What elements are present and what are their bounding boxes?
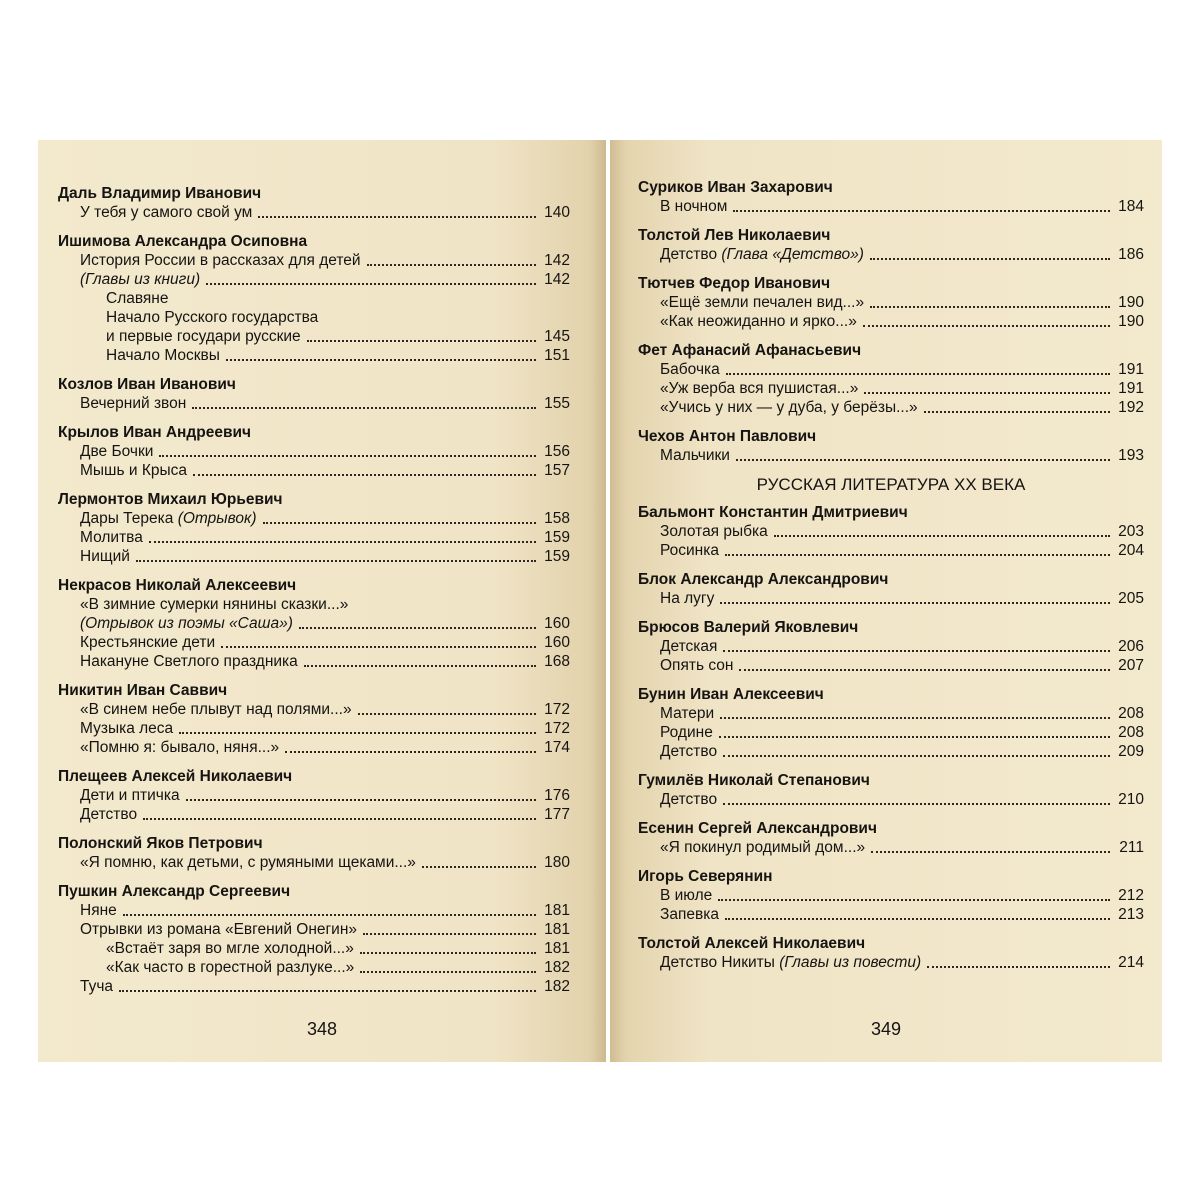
toc-author-block <box>638 503 1144 560</box>
entry-title: «В зимние сумерки нянины сказки...» <box>80 596 349 613</box>
dot-leader <box>723 803 1110 805</box>
dot-leader <box>285 751 536 753</box>
toc-author-block <box>58 184 570 222</box>
toc-entry <box>58 853 570 872</box>
dot-leader <box>193 474 536 476</box>
page-ref: 184 <box>1118 198 1144 215</box>
dot-leader <box>360 952 536 954</box>
dot-leader <box>718 899 1110 901</box>
entry-title: Детство <box>660 791 718 808</box>
author-name: Никитин Иван Саввич <box>58 682 228 699</box>
entry-title: «Уж верба вся пушистая...» <box>660 380 859 397</box>
toc-entry <box>638 838 1144 857</box>
dot-leader <box>149 541 536 543</box>
toc-author-block <box>58 576 570 671</box>
dot-leader <box>870 258 1110 260</box>
toc-author-block <box>638 341 1144 417</box>
toc-entry <box>638 379 1144 398</box>
page-ref: 210 <box>1118 791 1144 808</box>
entry-title: (Главы из книги) <box>80 271 201 288</box>
toc-author-block <box>638 178 1144 216</box>
page-ref: 160 <box>544 634 570 651</box>
author-name: Суриков Иван Захарович <box>638 179 833 196</box>
toc-entry <box>638 360 1144 379</box>
toc-author-block <box>58 834 570 872</box>
author-name: Крылов Иван Андреевич <box>58 424 252 441</box>
page-ref: 151 <box>544 347 570 364</box>
toc-entry <box>638 398 1144 417</box>
entry-title: Росинка <box>660 542 719 559</box>
entry-title: На лугу <box>660 590 715 607</box>
author-name: Некрасов Николай Алексеевич <box>58 577 297 594</box>
toc-entry <box>638 790 1144 809</box>
toc-entry <box>58 509 570 528</box>
page-ref: 142 <box>544 252 570 269</box>
page-ref: 211 <box>1119 839 1144 856</box>
toc-author-block <box>638 274 1144 331</box>
entry-title: «Встаёт заря во мгле холодной...» <box>106 940 354 957</box>
toc-entry <box>638 312 1144 331</box>
toc-entry <box>58 394 570 413</box>
dot-leader <box>725 918 1110 920</box>
dot-leader <box>863 325 1110 327</box>
toc-entry <box>58 528 570 547</box>
page-ref: 177 <box>544 806 570 823</box>
entry-title: Молитва <box>80 529 143 546</box>
entry-title: (Отрывок из поэмы «Саша») <box>80 615 293 632</box>
entry-title: В июле <box>660 887 713 904</box>
page-ref: 192 <box>1118 399 1144 416</box>
entry-title-main: Дары Терека <box>80 510 178 527</box>
toc-author-block <box>638 226 1144 264</box>
entry-title: Крестьянские дети <box>80 634 216 651</box>
dot-leader <box>299 627 536 629</box>
toc-entry <box>58 700 570 719</box>
dot-leader <box>733 210 1110 212</box>
author-name: Пушкин Александр Сергеевич <box>58 883 291 900</box>
entry-note: (Отрывок) <box>177 510 257 527</box>
left-page <box>38 140 606 1062</box>
dot-leader <box>123 914 536 916</box>
page-ref: 207 <box>1118 657 1144 674</box>
entry-title: Запевка <box>660 906 719 923</box>
dot-leader <box>774 535 1110 537</box>
entry-note: (Глава «Детство») <box>721 246 864 263</box>
entry-title-main: Детство Никиты <box>660 954 780 971</box>
page-ref: 181 <box>544 940 570 957</box>
toc-entry <box>638 197 1144 216</box>
page-ref: 142 <box>544 271 570 288</box>
author-name: Есенин Сергей Александрович <box>638 820 877 837</box>
toc-entry <box>638 589 1144 608</box>
page-ref: 156 <box>544 443 570 460</box>
toc-author-block <box>58 423 570 480</box>
toc-entry <box>58 251 570 270</box>
page-ref: 159 <box>544 529 570 546</box>
entry-title: Матери <box>660 705 715 722</box>
entry-title: Мальчики <box>660 447 730 464</box>
entry-title: «Я покинул родимый дом...» <box>660 839 866 856</box>
page-ref: 214 <box>1118 954 1144 971</box>
dot-leader <box>927 966 1110 968</box>
toc-author-block <box>638 819 1144 857</box>
dot-leader <box>304 665 536 667</box>
author-name: Чехов Антон Павлович <box>638 428 817 445</box>
toc-entry <box>58 442 570 461</box>
toc-author-block <box>638 771 1144 809</box>
dot-leader <box>258 216 536 218</box>
entry-title: Родине <box>660 724 713 741</box>
page-ref: 212 <box>1118 887 1144 904</box>
entry-title: «Как неожиданно и ярко...» <box>660 313 857 330</box>
toc-entry <box>638 953 1144 972</box>
dot-leader <box>192 407 536 409</box>
dot-leader <box>871 851 1110 853</box>
toc-entry <box>58 958 570 977</box>
toc-author-block <box>638 934 1144 972</box>
dot-leader <box>263 522 536 524</box>
author-name: Бунин Иван Алексеевич <box>638 686 824 703</box>
dot-leader <box>226 359 536 361</box>
toc-entry <box>58 738 570 757</box>
toc-author-block <box>638 685 1144 761</box>
dot-leader <box>186 799 536 801</box>
entry-title: Музыка леса <box>80 720 174 737</box>
toc-entry <box>638 522 1144 541</box>
toc-author-block <box>58 232 570 365</box>
toc-entry <box>58 805 570 824</box>
author-name: Фет Афанасий Афанасьевич <box>638 342 862 359</box>
dot-leader <box>864 392 1110 394</box>
page-ref: 213 <box>1118 906 1144 923</box>
page-ref: 159 <box>544 548 570 565</box>
toc-entry <box>58 270 570 289</box>
entry-title: и первые государи русские <box>106 328 301 345</box>
author-name: Даль Владимир Иванович <box>58 185 262 202</box>
page-ref: 181 <box>544 921 570 938</box>
page-ref: 193 <box>1118 447 1144 464</box>
dot-leader <box>720 602 1110 604</box>
entry-title: Начало Русского государства <box>106 309 319 326</box>
page-ref: 204 <box>1118 542 1144 559</box>
toc-entry <box>58 346 570 365</box>
page-number: 348 <box>306 1019 338 1039</box>
entry-title: Две Бочки <box>80 443 154 460</box>
entry-title: Опять сон <box>660 657 734 674</box>
dot-leader <box>924 411 1110 413</box>
toc-entry <box>638 742 1144 761</box>
dot-leader <box>739 669 1110 671</box>
author-name: Толстой Лев Николаевич <box>638 227 831 244</box>
dot-leader <box>179 732 536 734</box>
toc-entry <box>638 723 1144 742</box>
toc-entry <box>58 203 570 222</box>
dot-leader <box>723 755 1110 757</box>
page-ref: 181 <box>544 902 570 919</box>
section-heading: РУССКАЯ ЛИТЕРАТУРА XX ВЕКА <box>756 475 1026 494</box>
author-name: Брюсов Валерий Яковлевич <box>638 619 859 636</box>
toc-entry <box>638 656 1144 675</box>
page-ref: 157 <box>544 462 570 479</box>
author-name: Игорь Северянин <box>638 868 773 885</box>
dot-leader <box>221 646 536 648</box>
page-ref: 176 <box>544 787 570 804</box>
toc-author-block <box>58 375 570 413</box>
toc-entry <box>58 547 570 566</box>
page-ref: 160 <box>544 615 570 632</box>
dot-leader <box>367 264 536 266</box>
author-name: Полонский Яков Петрович <box>58 835 263 852</box>
page-ref: 191 <box>1118 361 1144 378</box>
entry-title <box>660 245 864 264</box>
author-name: Лермонтов Михаил Юрьевич <box>58 491 283 508</box>
page-ref: 158 <box>544 510 570 527</box>
dot-leader <box>422 866 536 868</box>
entry-title: Нищий <box>80 548 130 565</box>
toc-entry <box>58 719 570 738</box>
page-ref: 155 <box>544 395 570 412</box>
dot-leader <box>736 459 1110 461</box>
toc-entry <box>638 446 1144 465</box>
toc-entry <box>638 541 1144 560</box>
right-page <box>610 140 1162 1062</box>
dot-leader <box>143 818 536 820</box>
entry-title: Детство <box>80 806 138 823</box>
page-ref: 172 <box>544 701 570 718</box>
page-ref: 203 <box>1118 523 1144 540</box>
dot-leader <box>119 990 536 992</box>
toc-author-block <box>58 767 570 824</box>
page-ref: 208 <box>1118 705 1144 722</box>
entry-title: Накануне Светлого праздника <box>80 653 298 670</box>
toc-entry <box>58 939 570 958</box>
entry-title: История России в рассказах для детей <box>80 252 361 269</box>
entry-title: У тебя у самого свой ум <box>80 204 253 221</box>
entry-title: «Ещё земли печален вид...» <box>660 294 865 311</box>
dot-leader <box>723 650 1110 652</box>
toc-entry <box>58 327 570 346</box>
dot-leader <box>720 717 1110 719</box>
toc-entry <box>58 786 570 805</box>
entry-note: (Главы из повести) <box>779 954 922 971</box>
entry-title: «Учись у них — у дуба, у берёзы...» <box>660 399 918 416</box>
author-name: Ишимова Александра Осиповна <box>58 233 308 250</box>
toc-entry <box>638 886 1144 905</box>
toc-author-block <box>638 867 1144 924</box>
author-name: Блок Александр Александрович <box>638 571 889 588</box>
page-ref: 191 <box>1118 380 1144 397</box>
toc-author-block <box>638 427 1144 465</box>
toc-entry <box>58 614 570 633</box>
page-ref: 209 <box>1118 743 1144 760</box>
toc-author-block <box>638 618 1144 675</box>
entry-title-main: Детство <box>660 246 722 263</box>
entry-title: Золотая рыбка <box>660 523 768 540</box>
toc-entry <box>58 652 570 671</box>
page-ref: 190 <box>1118 294 1144 311</box>
entry-title: Мышь и Крыса <box>80 462 187 479</box>
page-number: 349 <box>870 1019 902 1039</box>
author-name: Козлов Иван Иванович <box>58 376 236 393</box>
entry-title: Туча <box>80 978 114 995</box>
entry-title: Вечерний звон <box>80 395 187 412</box>
entry-title: В ночном <box>660 198 728 215</box>
dot-leader <box>206 283 536 285</box>
toc-entry <box>638 637 1144 656</box>
dot-leader <box>360 971 536 973</box>
author-name: Плещеев Алексей Николаевич <box>58 768 293 785</box>
author-name: Тютчев Федор Иванович <box>638 275 831 292</box>
toc-entry <box>638 293 1144 312</box>
page-ref: 205 <box>1118 590 1144 607</box>
page-ref: 182 <box>544 978 570 995</box>
dot-leader <box>136 560 536 562</box>
entry-title: «Помню я: бывало, няня...» <box>80 739 280 756</box>
dot-leader <box>363 933 536 935</box>
dot-leader <box>719 736 1110 738</box>
page-ref: 145 <box>544 328 570 345</box>
entry-title: Детство <box>660 743 718 760</box>
dot-leader <box>358 713 536 715</box>
page-ref: 186 <box>1118 246 1144 263</box>
entry-title: Дети и птичка <box>80 787 180 804</box>
toc-entry <box>638 905 1144 924</box>
toc-author-block <box>638 570 1144 608</box>
toc-entry <box>58 461 570 480</box>
page-ref: 182 <box>544 959 570 976</box>
page-ref: 172 <box>544 720 570 737</box>
dot-leader <box>725 554 1110 556</box>
entry-title: «Как часто в горестной разлуке...» <box>106 959 355 976</box>
toc-entry <box>638 704 1144 723</box>
page-ref: 180 <box>544 854 570 871</box>
entry-title <box>660 953 921 972</box>
author-name: Толстой Алексей Николаевич <box>638 935 866 952</box>
entry-title: Бабочка <box>660 361 720 378</box>
dot-leader <box>307 340 536 342</box>
toc-entry <box>58 901 570 920</box>
toc-entry <box>58 920 570 939</box>
page-ref: 206 <box>1118 638 1144 655</box>
toc-author-block <box>58 490 570 566</box>
page-ref: 208 <box>1118 724 1144 741</box>
entry-title: «В синем небе плывут над полями...» <box>80 701 352 718</box>
toc-author-block <box>58 882 570 996</box>
entry-title: Славяне <box>106 290 169 307</box>
toc-entry <box>58 633 570 652</box>
page-ref: 174 <box>544 739 570 756</box>
entry-title: «Я помню, как детьми, с румяными щеками...» <box>80 854 416 871</box>
dot-leader <box>726 373 1110 375</box>
entry-title: Начало Москвы <box>106 347 220 364</box>
entry-title: Детская <box>660 638 718 655</box>
entry-title <box>80 509 257 528</box>
entry-title: Отрывки из романа «Евгений Онегин» <box>80 921 358 938</box>
author-name: Гумилёв Николай Степанович <box>638 772 870 789</box>
dot-leader <box>159 455 536 457</box>
dot-leader <box>870 306 1110 308</box>
toc-author-block <box>58 681 570 757</box>
page-ref: 140 <box>544 204 570 221</box>
entry-title: Няне <box>80 902 117 919</box>
author-name: Бальмонт Константин Дмитриевич <box>638 504 908 521</box>
page-ref: 168 <box>544 653 570 670</box>
toc-entry <box>638 245 1144 264</box>
toc-entry <box>58 977 570 996</box>
page-ref: 190 <box>1118 313 1144 330</box>
